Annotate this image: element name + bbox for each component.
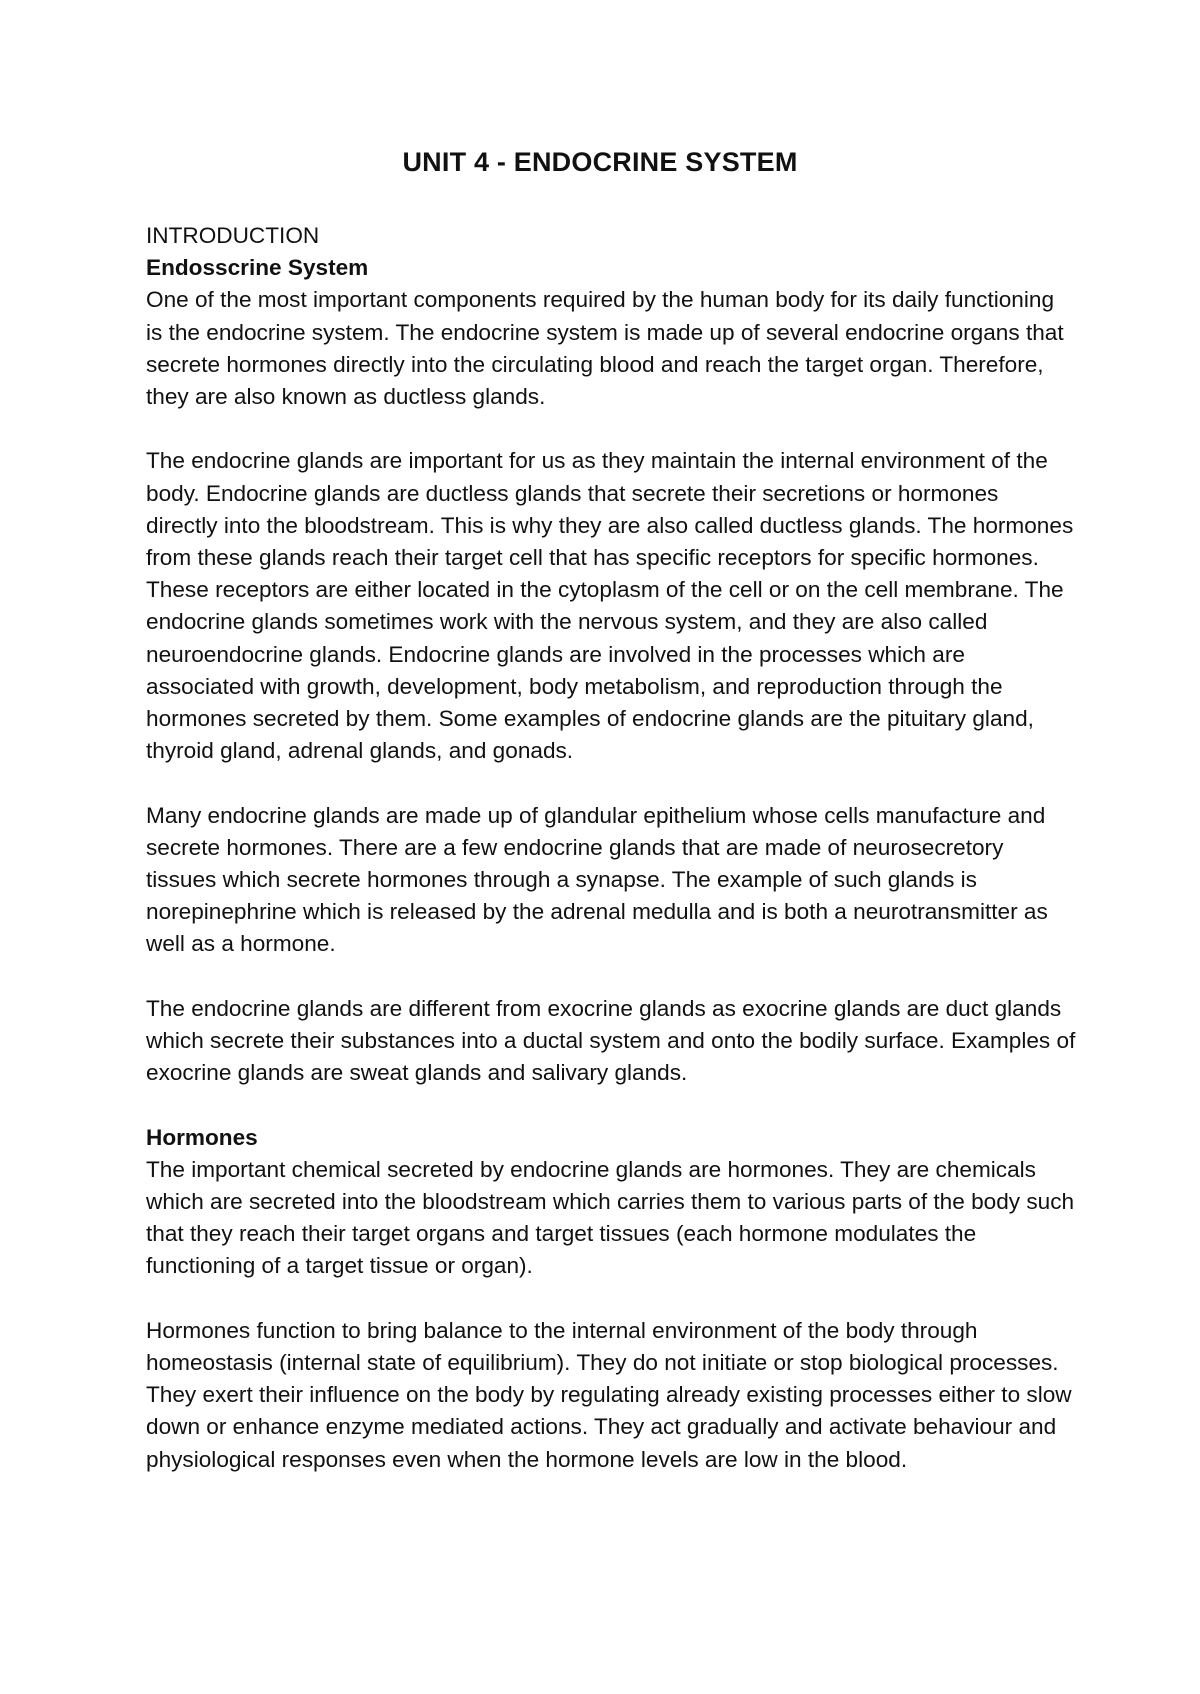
paragraph: Many endocrine glands are made up of glandular epithelium whose cells manufacture and secrete hormones. There are a few endocrine glands that are made of neurosecretory tissues which secrete hormones through a synapse. The example of such glands is norepinephrine which is released by the adrenal medulla and is both a neurotransmitter as well as a hormone. (146, 802, 1048, 957)
paragraph-spacer (146, 961, 1076, 993)
paragraph: The important chemical secreted by endocrine glands are hormones. They are chemicals which are secreted into the bloodstream which carries them to various parts of the body such that they reach their target organs and target tissues (each hormone modulates the functioning of a target tissue or organ). (146, 1156, 1075, 1279)
paragraph: The endocrine glands are important for us as they maintain the internal environment of the body. Endocrine glands are ductless glands that secrete their secretions or hormones directly into the bloodstream. This is why they are also called ductless glands. The hormones from these glands reach their target cell that has specific receptors for specific hormones. These receptors are either located in the cytoplasm of the cell or on the cell membrane. The endocrine glands sometimes work with the nervous system, and they are also called neuroendocrine glands. Endocrine glands are involved in the processes which are associated with growth, development, body metabolism, and reproduction through the hormones secreted by them. Some examples of endocrine glands are the pituitary gland, thyroid gland, adrenal glands, and gonads. (146, 448, 1074, 764)
paragraph: Hormones function to bring balance to the internal environment of the body through homeostasis (internal state of equilibrium). They do not initiate or stop biological processes. They exert their influence on the body by regulating already existing processes either to slow down or enhance enzyme mediated actions. They act gradually and activate behaviour and physiological responses even when the hormone levels are low in the blood. (146, 1317, 1072, 1472)
section-label-introduction: INTRODUCTION (146, 223, 320, 248)
paragraph: One of the most important components required by the human body for its daily functioning is the endocrine system. The endocrine system is made up of several endocrine organs that secrete hormones directly into the circulating blood and reach the target organ. Therefore, they are also known as ductless glands. (146, 287, 1064, 410)
heading-endocrine-system: Endosscrine System (146, 255, 369, 281)
paragraph-spacer (146, 413, 1076, 445)
paragraph: The endocrine glands are different from exocrine glands as exocrine glands are duct glands which secrete their substances into a ductal system and onto the bodily surface. Examples of exocrine glands are sweat glands and salivary glands. (146, 995, 1076, 1086)
paragraph-spacer (146, 767, 1076, 799)
paragraph-spacer (146, 1283, 1076, 1315)
heading-hormones: Hormones (146, 1124, 258, 1150)
paragraph-spacer (146, 1089, 1076, 1121)
document-body (146, 220, 1076, 1476)
document-title: UNIT 4 - ENDOCRINE SYSTEM (402, 147, 798, 177)
